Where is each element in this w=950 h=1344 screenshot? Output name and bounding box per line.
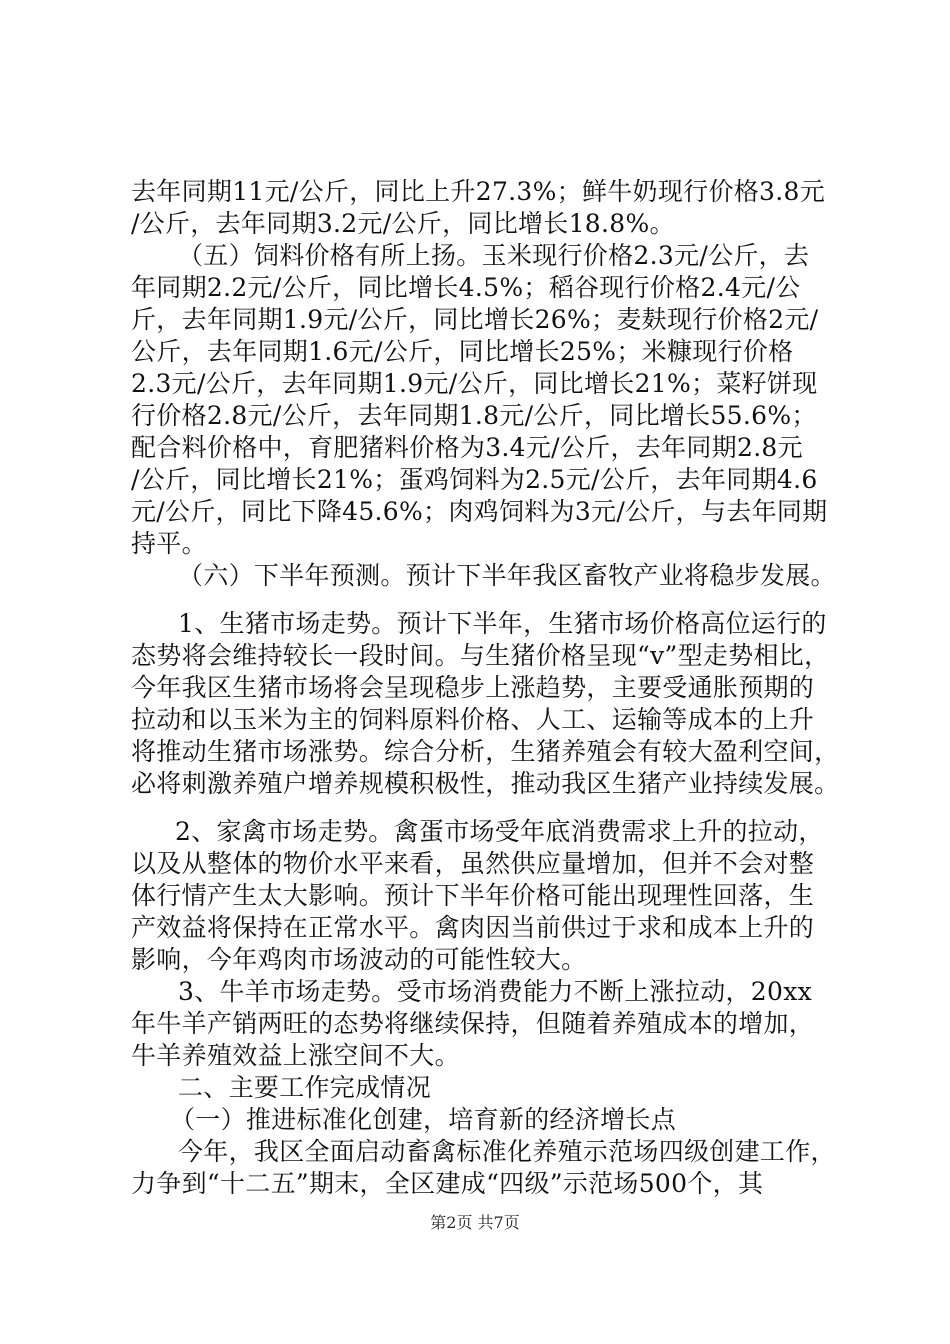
section-heading: 二、主要工作完成情况 [178,1073,432,1102]
text-line: /公斤，去年同期3.2元/公斤，同比增长18.8%。 [131,209,675,238]
text-line: 态势将会维持较长一段时间。与生猪价格呈现“v”型走势相比， [131,641,830,670]
text-line: 力争到“十二五”期末，全区建成“四级”示范场500个，其 [131,1169,764,1198]
text-line: 今年，我区全面启动畜禽标准化养殖示范场四级创建工作， [178,1137,836,1166]
text-line: 牛羊养殖效益上涨空间不大。 [131,1041,460,1070]
text-line: 3、牛羊市场走势。受市场消费能力不断上涨拉动，20xx [178,977,813,1006]
text-line: 行价格2.8元/公斤，去年同期1.8元/公斤，同比增长55.6%； [131,401,817,430]
text-line: 斤，去年同期1.9元/公斤，同比增长26%；麦麸现行价格2元/ [131,305,819,334]
text-line: 1、生猪市场走势。预计下半年，生猪市场价格高位运行的 [178,609,827,638]
text-line: 今年我区生猪市场将会呈现稳步上涨趋势，主要受通胀预期的 [131,673,815,702]
text-line: 产效益将保持在正常水平。禽肉因当前供过于求和成本上升的 [131,913,815,942]
text-line: （五）饲料价格有所上扬。玉米现行价格2.3元/公斤，去 [178,241,810,270]
text-line: 年同期2.2元/公斤，同比增长4.5%；稻谷现行价格2.4元/公 [131,273,801,302]
text-line: 以及从整体的物价水平来看，虽然供应量增加，但并不会对整 [131,849,815,878]
page-number-footer: 第2页 共7页 [430,1213,520,1232]
text-line: （六）下半年预测。预计下半年我区畜牧产业将稳步发展。 [178,561,836,590]
text-line: 2、家禽市场走势。禽蛋市场受年底消费需求上升的拉动， [175,817,824,846]
text-line: 年牛羊产销两旺的态势将继续保持，但随着养殖成本的增加， [131,1009,815,1038]
text-line: 体行情产生太大影响。预计下半年价格可能出现理性回落，生 [131,881,815,910]
text-line: 2.3元/公斤，去年同期1.9元/公斤，同比增长21%；菜籽饼现 [131,369,818,398]
text-line: 配合料价格中，育肥猪料价格为3.4元/公斤，去年同期2.8元 [131,433,803,462]
text-line: 影响，今年鸡肉市场波动的可能性较大。 [131,945,587,974]
subsection-heading: （一）推进标准化创建，培育新的经济增长点 [170,1105,677,1134]
text-line: 去年同期11元/公斤，同比上升27.3%；鲜牛奶现行价格3.8元 [131,177,826,206]
text-line: 必将刺激养殖户增养规模积极性，推动我区生猪产业持续发展。 [131,769,840,798]
text-line: 持平。 [131,529,207,558]
text-line: 元/公斤，同比下降45.6%；肉鸡饲料为3元/公斤，与去年同期 [131,497,828,526]
text-line: /公斤，同比增长21%；蛋鸡饲料为2.5元/公斤，去年同期4.6 [131,465,818,494]
text-line: 拉动和以玉米为主的饲料原料价格、人工、运输等成本的上升 [131,705,815,734]
text-line: 将推动生猪市场涨势。综合分析，生猪养殖会有较大盈利空间， [131,737,840,766]
text-line: 公斤，去年同期1.6元/公斤，同比增长25%；米糠现行价格 [131,337,794,366]
